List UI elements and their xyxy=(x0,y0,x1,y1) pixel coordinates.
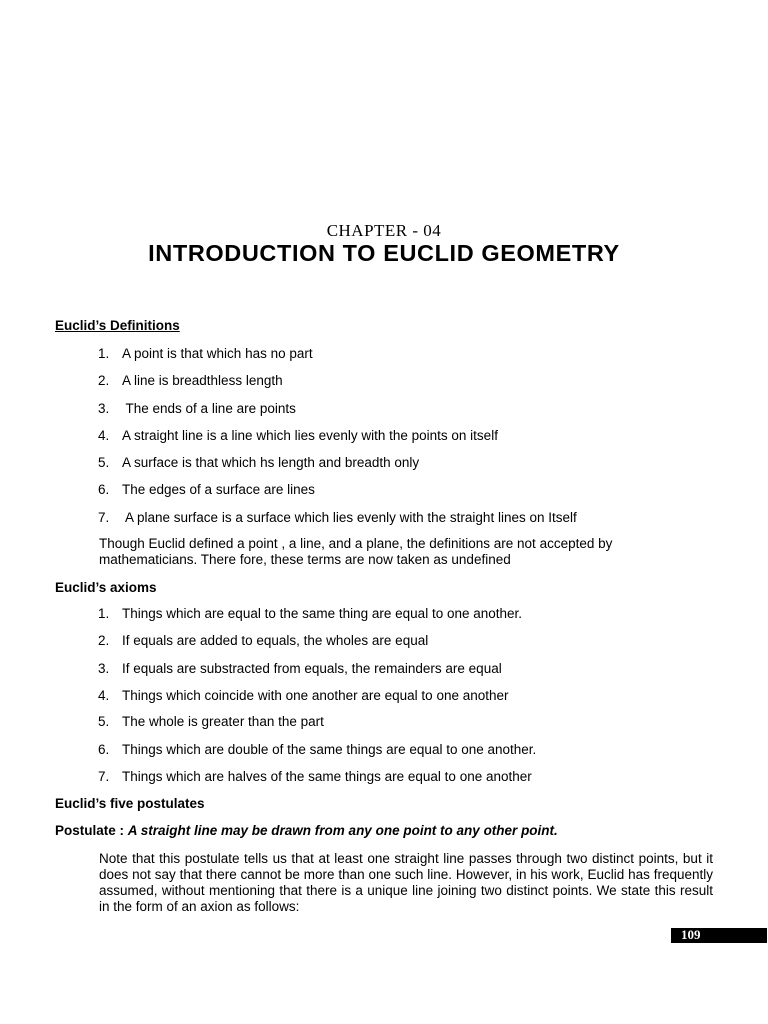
list-item xyxy=(98,373,283,388)
item-text: The ends of a line are points xyxy=(122,401,296,416)
definitions-heading: Euclid’s Definitions xyxy=(55,318,180,333)
page-number: 109 xyxy=(681,927,701,942)
item-number: 1. xyxy=(98,346,110,361)
item-number: 3. xyxy=(98,661,110,676)
item-text: The whole is greater than the part xyxy=(122,714,324,729)
item-text: Things which are equal to the same thing are equal to one another. xyxy=(122,606,523,621)
postulate-note: Note that this postulate tells us that at least one straight line passes through two distinct points, but it does not say that there cannot be more than one such line. However, in his work, Euclid has frequently assumed, without mentioning that there is a unique line joining two distinct points. We state this result in the form of an axion as follows: xyxy=(99,851,713,914)
item-number: 4. xyxy=(98,428,110,443)
item-text: A surface is that which hs length and breadth only xyxy=(122,455,420,470)
item-number: 1. xyxy=(98,606,110,621)
item-number: 7. xyxy=(98,769,110,784)
list-item xyxy=(98,714,324,729)
list-item xyxy=(98,455,419,470)
postulate-label: Postulate : xyxy=(55,823,128,838)
item-number: 7. xyxy=(98,510,110,525)
item-text: If equals are added to equals, the wholes are equal xyxy=(122,633,429,648)
item-number: 6. xyxy=(98,482,110,497)
axioms-heading: Euclid’s axioms xyxy=(55,580,157,595)
chapter-number: CHAPTER - 04 xyxy=(326,221,442,240)
list-item xyxy=(98,742,536,757)
chapter-title: INTRODUCTION TO EUCLID GEOMETRY xyxy=(148,240,620,266)
postulates-heading: Euclid’s five postulates xyxy=(55,796,205,811)
item-number: 2. xyxy=(98,373,110,388)
postulate-statement xyxy=(55,823,558,838)
item-text: Things which are double of the same things are equal to one another. xyxy=(122,742,537,757)
list-item xyxy=(98,428,498,443)
item-number: 6. xyxy=(98,742,110,757)
item-text: A line is breadthless length xyxy=(122,373,283,388)
item-number: 5. xyxy=(98,714,110,729)
item-text: A straight line is a line which lies evenly with the points on itself xyxy=(122,428,498,443)
postulate-text: A straight line may be drawn from any one point to any other point. xyxy=(127,823,558,838)
list-item xyxy=(98,510,577,525)
list-item xyxy=(98,661,502,676)
item-number: 4. xyxy=(98,688,110,703)
definitions-note: Though Euclid defined a point , a line, and a plane, the definitions are not accepted by mathematicians. There fore, these terms are now taken as undefined xyxy=(99,536,613,567)
list-item xyxy=(98,346,313,361)
item-text: If equals are substracted from equals, the remainders are equal xyxy=(122,661,502,676)
item-text: Things which coincide with one another are equal to one another xyxy=(122,688,509,703)
list-item xyxy=(98,482,315,497)
list-item xyxy=(98,606,522,621)
list-item xyxy=(98,769,532,784)
item-text: A plane surface is a surface which lies evenly with the straight lines on Itself xyxy=(122,510,577,525)
list-item xyxy=(98,688,509,703)
list-item xyxy=(98,633,428,648)
item-number: 5. xyxy=(98,455,110,470)
item-number: 3. xyxy=(98,401,110,416)
item-text: Things which are halves of the same things are equal to one another xyxy=(122,769,532,784)
item-number: 2. xyxy=(98,633,110,648)
item-text: The edges of a surface are lines xyxy=(122,482,315,497)
list-item xyxy=(98,401,296,416)
item-text: A point is that which has no part xyxy=(122,346,313,361)
